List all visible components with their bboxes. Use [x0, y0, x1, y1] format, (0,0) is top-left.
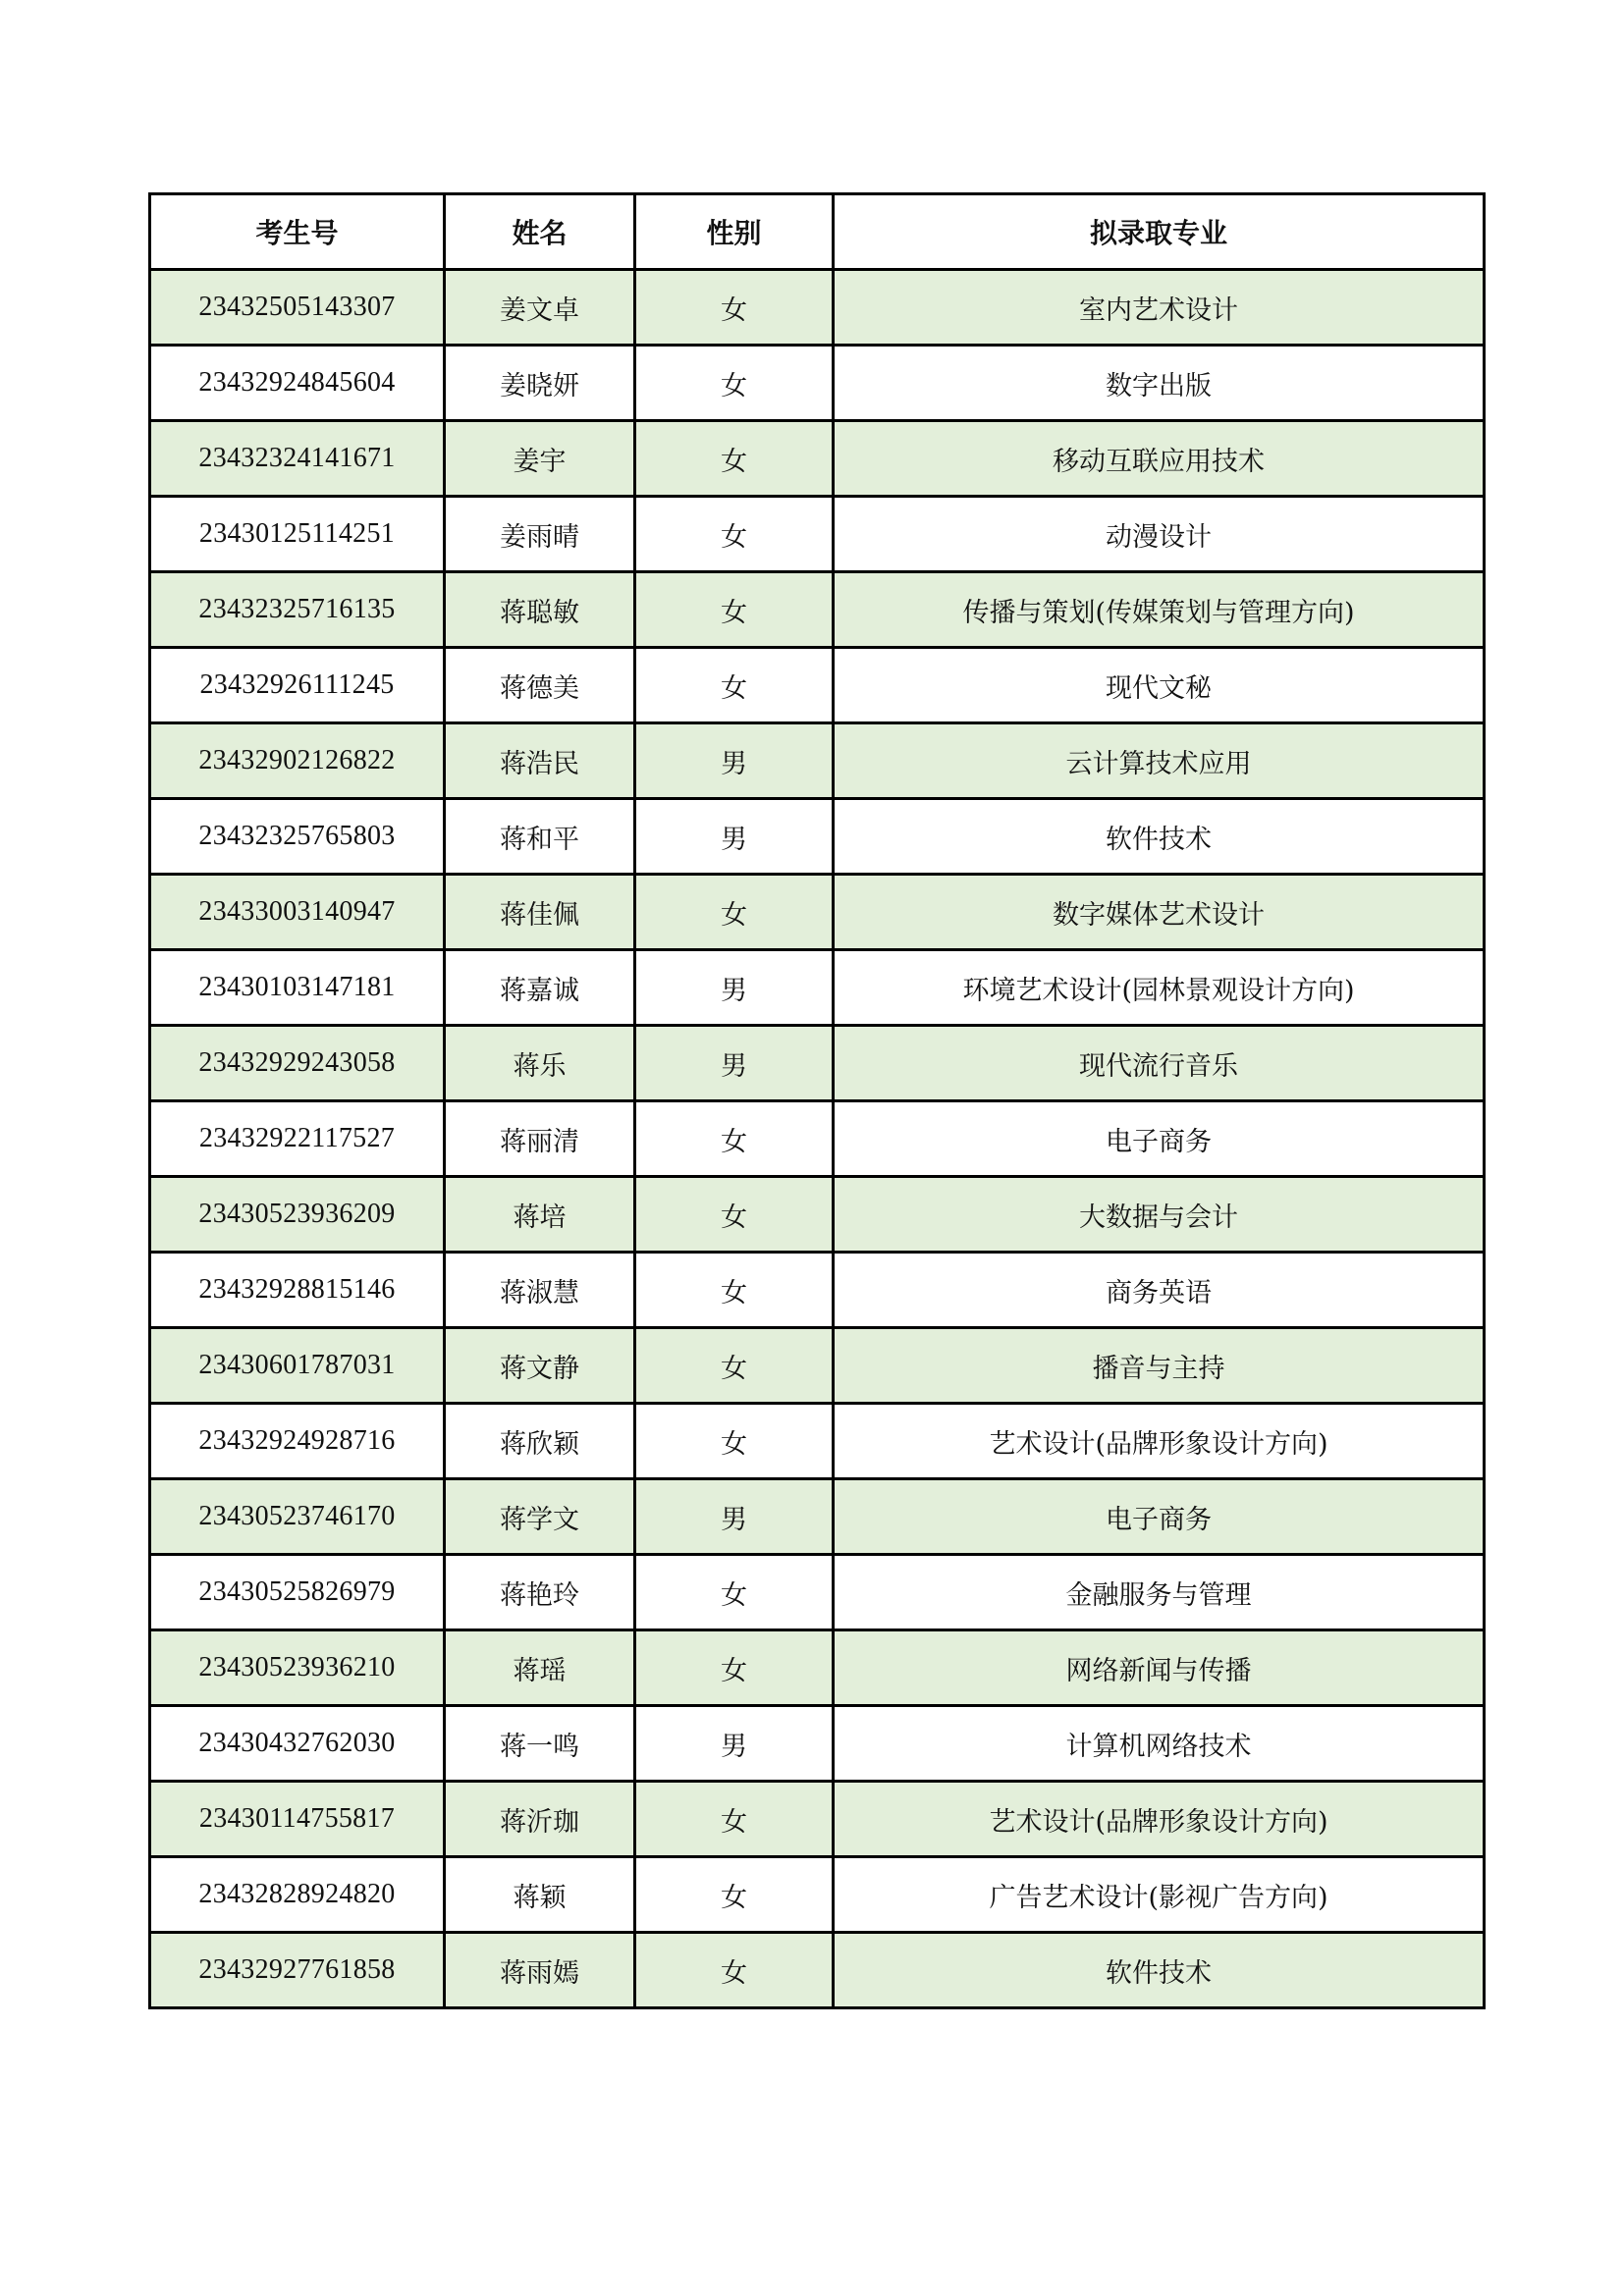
name-cell: 蒋聪敏: [445, 572, 635, 648]
name-cell: 蒋丽清: [445, 1101, 635, 1177]
major-cell: 传播与策划(传媒策划与管理方向): [834, 572, 1485, 648]
table-row: [150, 648, 1485, 723]
major-cell: 播音与主持: [834, 1328, 1485, 1404]
major-cell: 动漫设计: [834, 497, 1485, 572]
table-row: [150, 1253, 1485, 1328]
table-row: [150, 1782, 1485, 1857]
name-cell: 蒋淑慧: [445, 1253, 635, 1328]
major-cell: 软件技术: [834, 799, 1485, 875]
table-row: [150, 1328, 1485, 1404]
table-row: [150, 1555, 1485, 1630]
name-cell: 蒋佳佩: [445, 875, 635, 950]
gender-cell: 女: [635, 572, 834, 648]
name-cell: 蒋嘉诚: [445, 950, 635, 1026]
name-cell: 蒋德美: [445, 648, 635, 723]
table-row: [150, 950, 1485, 1026]
admission-list-table: [148, 192, 1486, 2009]
header-row: [150, 194, 1485, 270]
candidate-id-cell: 23430601787031: [150, 1328, 445, 1404]
candidate-id-cell: 23430525826979: [150, 1555, 445, 1630]
candidate-id-cell: 23430523936210: [150, 1630, 445, 1706]
table-row: [150, 1026, 1485, 1101]
major-cell: 艺术设计(品牌形象设计方向): [834, 1404, 1485, 1479]
table-row: [150, 1404, 1485, 1479]
name-cell: 蒋沂珈: [445, 1782, 635, 1857]
candidate-id-cell: 23432926111245: [150, 648, 445, 723]
candidate-id-cell: 23432929243058: [150, 1026, 445, 1101]
candidate-id-cell: 23432927761858: [150, 1933, 445, 2008]
table-row: [150, 1479, 1485, 1555]
header-major: 拟录取专业: [834, 194, 1485, 270]
candidate-id-cell: 23432324141671: [150, 421, 445, 497]
name-cell: 蒋艳玲: [445, 1555, 635, 1630]
gender-cell: 女: [635, 1253, 834, 1328]
name-cell: 蒋和平: [445, 799, 635, 875]
table-row: [150, 346, 1485, 421]
gender-cell: 女: [635, 1857, 834, 1933]
candidate-id-cell: 23432325716135: [150, 572, 445, 648]
gender-cell: 女: [635, 1933, 834, 2008]
name-cell: 蒋欣颖: [445, 1404, 635, 1479]
name-cell: 蒋乐: [445, 1026, 635, 1101]
candidate-id-cell: 23430114755817: [150, 1782, 445, 1857]
name-cell: 蒋颖: [445, 1857, 635, 1933]
name-cell: 蒋浩民: [445, 723, 635, 799]
gender-cell: 女: [635, 1404, 834, 1479]
candidate-id-cell: 23430103147181: [150, 950, 445, 1026]
gender-cell: 女: [635, 270, 834, 346]
major-cell: 艺术设计(品牌形象设计方向): [834, 1782, 1485, 1857]
candidate-id-cell: 23432902126822: [150, 723, 445, 799]
table-row: [150, 572, 1485, 648]
candidate-id-cell: 23432505143307: [150, 270, 445, 346]
major-cell: 数字媒体艺术设计: [834, 875, 1485, 950]
table-row: [150, 421, 1485, 497]
name-cell: 蒋瑶: [445, 1630, 635, 1706]
gender-cell: 女: [635, 346, 834, 421]
gender-cell: 男: [635, 1479, 834, 1555]
name-cell: 姜文卓: [445, 270, 635, 346]
major-cell: 金融服务与管理: [834, 1555, 1485, 1630]
name-cell: 蒋文静: [445, 1328, 635, 1404]
candidate-id-cell: 23430125114251: [150, 497, 445, 572]
major-cell: 数字出版: [834, 346, 1485, 421]
name-cell: 姜晓妍: [445, 346, 635, 421]
major-cell: 云计算技术应用: [834, 723, 1485, 799]
table-row: [150, 875, 1485, 950]
gender-cell: 男: [635, 1026, 834, 1101]
gender-cell: 女: [635, 1782, 834, 1857]
major-cell: 电子商务: [834, 1101, 1485, 1177]
table-row: [150, 270, 1485, 346]
major-cell: 现代文秘: [834, 648, 1485, 723]
table-row: [150, 1706, 1485, 1782]
gender-cell: 女: [635, 497, 834, 572]
major-cell: 网络新闻与传播: [834, 1630, 1485, 1706]
candidate-id-cell: 23432828924820: [150, 1857, 445, 1933]
header-gender: 性别: [635, 194, 834, 270]
major-cell: 计算机网络技术: [834, 1706, 1485, 1782]
table-row: [150, 1933, 1485, 2008]
name-cell: 蒋学文: [445, 1479, 635, 1555]
major-cell: 广告艺术设计(影视广告方向): [834, 1857, 1485, 1933]
table-row: [150, 497, 1485, 572]
gender-cell: 女: [635, 1177, 834, 1253]
major-cell: 软件技术: [834, 1933, 1485, 2008]
header-name: 姓名: [445, 194, 635, 270]
table-header: [150, 194, 1485, 270]
gender-cell: 男: [635, 723, 834, 799]
gender-cell: 男: [635, 799, 834, 875]
table-row: [150, 723, 1485, 799]
major-cell: 电子商务: [834, 1479, 1485, 1555]
candidate-id-cell: 23432325765803: [150, 799, 445, 875]
gender-cell: 女: [635, 421, 834, 497]
candidate-id-cell: 23432928815146: [150, 1253, 445, 1328]
table-row: [150, 1857, 1485, 1933]
candidate-id-cell: 23432922117527: [150, 1101, 445, 1177]
major-cell: 移动互联应用技术: [834, 421, 1485, 497]
gender-cell: 男: [635, 1706, 834, 1782]
gender-cell: 女: [635, 1328, 834, 1404]
name-cell: 姜宇: [445, 421, 635, 497]
major-cell: 室内艺术设计: [834, 270, 1485, 346]
gender-cell: 女: [635, 1555, 834, 1630]
candidate-id-cell: 23432924845604: [150, 346, 445, 421]
table-body: [150, 270, 1485, 2008]
major-cell: 环境艺术设计(园林景观设计方向): [834, 950, 1485, 1026]
name-cell: 蒋培: [445, 1177, 635, 1253]
major-cell: 现代流行音乐: [834, 1026, 1485, 1101]
gender-cell: 女: [635, 875, 834, 950]
gender-cell: 男: [635, 950, 834, 1026]
header-candidate-id: 考生号: [150, 194, 445, 270]
gender-cell: 女: [635, 1630, 834, 1706]
table-row: [150, 1630, 1485, 1706]
candidate-id-cell: 23433003140947: [150, 875, 445, 950]
major-cell: 大数据与会计: [834, 1177, 1485, 1253]
candidate-id-cell: 23432924928716: [150, 1404, 445, 1479]
major-cell: 商务英语: [834, 1253, 1485, 1328]
table-row: [150, 1101, 1485, 1177]
candidate-id-cell: 23430523746170: [150, 1479, 445, 1555]
gender-cell: 女: [635, 1101, 834, 1177]
candidate-id-cell: 23430432762030: [150, 1706, 445, 1782]
table-row: [150, 799, 1485, 875]
gender-cell: 女: [635, 648, 834, 723]
table-row: [150, 1177, 1485, 1253]
name-cell: 姜雨晴: [445, 497, 635, 572]
candidate-id-cell: 23430523936209: [150, 1177, 445, 1253]
name-cell: 蒋雨嫣: [445, 1933, 635, 2008]
name-cell: 蒋一鸣: [445, 1706, 635, 1782]
